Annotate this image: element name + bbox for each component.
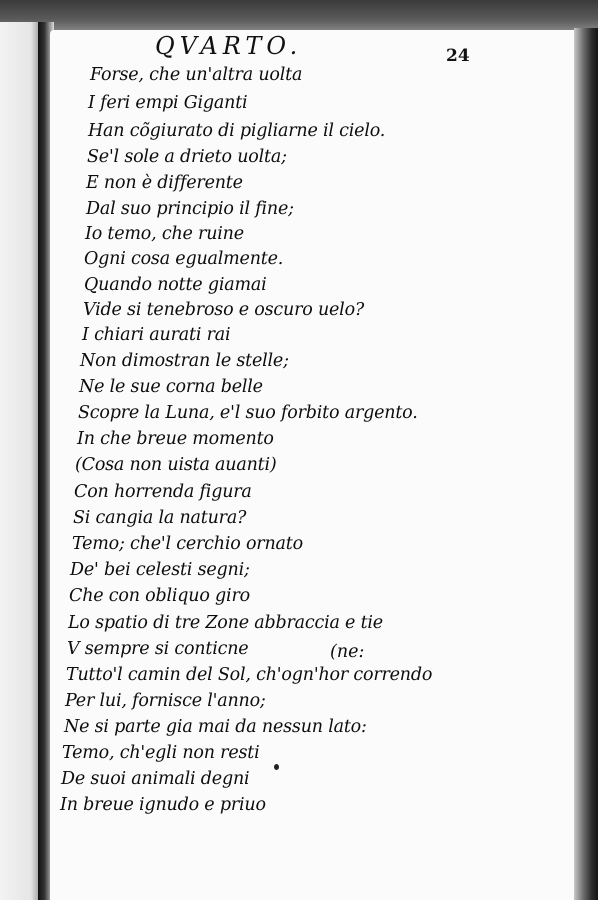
verse-line: Forse, che un'altra uolta <box>90 65 303 85</box>
running-title: QVARTO. <box>155 32 303 60</box>
verse-line: Per lui, fornisce l'anno; <box>65 691 266 711</box>
verse-line: Temo, ch'egli non resti <box>62 743 260 763</box>
verse-line: In che breue momento <box>77 429 274 449</box>
verse-line: (Cosa non uista auanti) <box>75 455 277 475</box>
verse-line: Lo spatio di tre Zone abbraccia e tie <box>68 613 383 633</box>
ink-speck <box>274 764 279 770</box>
page-number: 24 <box>446 46 470 66</box>
verse-line: In breue ignudo e priuo <box>60 795 266 815</box>
verse-line: Non dimostran le stelle; <box>80 351 289 371</box>
verse-line: Io temo, che ruine <box>85 224 244 244</box>
catchword-turnover: (ne: <box>330 642 365 662</box>
verse-line: Con horrenda figura <box>74 482 252 502</box>
verse-line: Vide si tenebroso e oscuro uelo? <box>83 300 365 320</box>
verse-line: Temo; che'l cerchio ornato <box>72 534 303 554</box>
verse-line: Si cangia la natura? <box>73 508 247 528</box>
verse-line: Dal suo principio il fine; <box>86 199 294 219</box>
verse-line: De' bei celesti segni; <box>70 560 250 580</box>
verse-line: Quando notte giamai <box>84 275 267 295</box>
verse-line: Scopre la Luna, e'l suo forbito argento. <box>78 403 418 423</box>
verse-line: Tutto'l camin del Sol, ch'ogn'hor correndo <box>66 665 433 685</box>
verse-line: E non è differente <box>86 173 243 193</box>
verse-line: I chiari aurati rai <box>82 325 231 345</box>
verse-line: Ne si parte gia mai da nessun lato: <box>64 717 367 737</box>
verse-line: V sempre si conticne <box>67 639 249 659</box>
verse-line: Che con obliquo giro <box>69 586 250 606</box>
verse-line: Han cõgiurato di pigliarne il cielo. <box>88 121 386 141</box>
verse-line: Se'l sole a drieto uolta; <box>87 147 287 167</box>
verse-line: Ne le sue corna belle <box>79 377 263 397</box>
verse-line: Ogni cosa egualmente. <box>84 249 284 269</box>
verse-line: De suoi animali degni <box>61 769 250 789</box>
verse-line: I feri empi Giganti <box>88 93 248 113</box>
